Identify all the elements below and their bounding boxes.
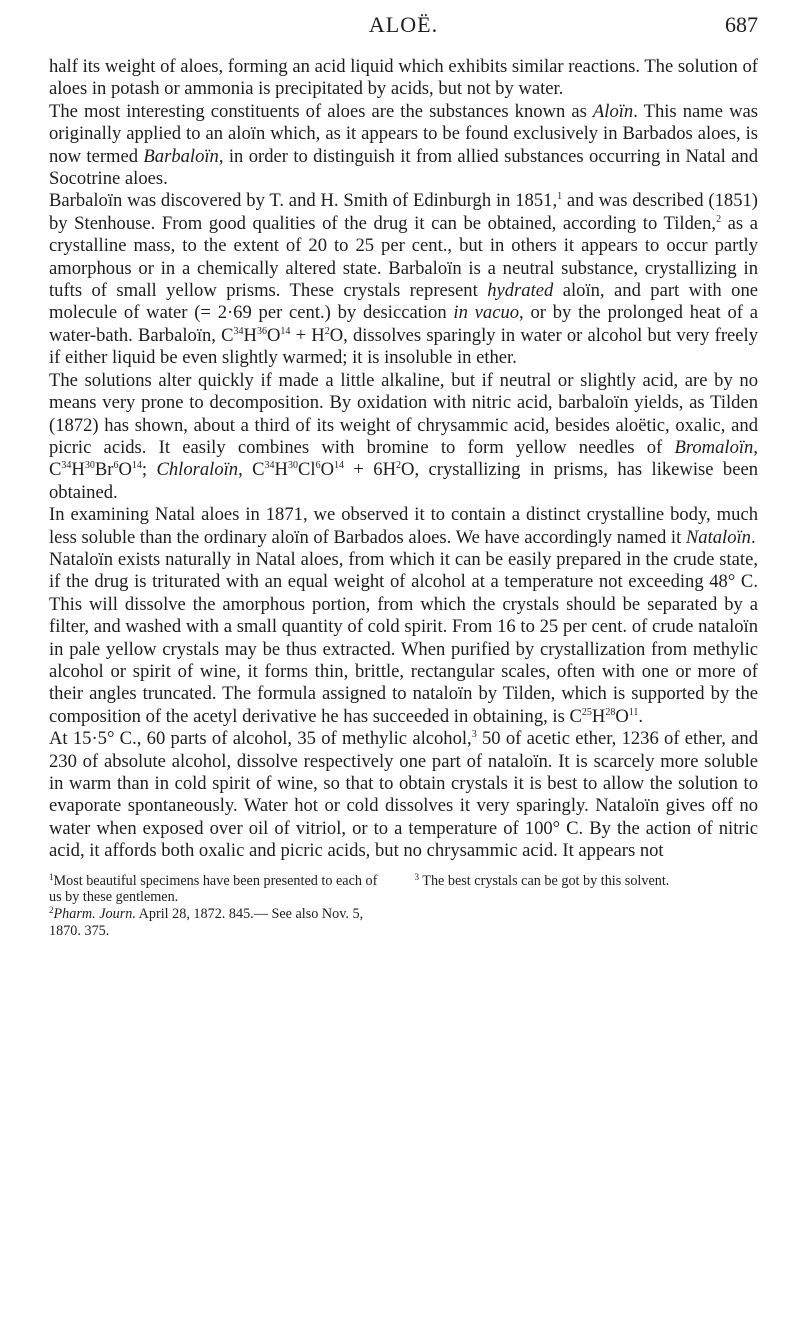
paragraph: Barbaloïn was discovered by T. and H. Smith of Edinburgh in 1851,$^1$ and was described (1851) by Stenhouse. From good qualities of the drug it can be obtained, according to Tilden,$^2$ as a crystalline mass, to the extent of 20 to 25 per cent., but in others it appears to occur partly amorphous or in a chemically altered state. Barbaloïn is a neutral substance, crystallizing in tufts of small yellow prisms. These crystals represent hydrated aloïn, and part with one molecule of water (= 2·69 per cent.) by desiccation in vacuo, or by the prolonged heat of a water-bath. Barbaloïn, $C^{34}H^{36}O^{14} + H^2O$, dissolves sparingly in water or alcohol but very freely if either liquid be even slightly warmed; it is insoluble in ether. [49, 190, 758, 369]
body-text [49, 56, 758, 863]
paragraph: Nataloïn exists naturally in Natal aloes, from which it can be easily prepared in the crude state, if the drug is triturated with an equal weight of alcohol at a temperature not exceeding 48° C. This will dissolve the amorphous portion, from which the crystals should be separated by a filter, and washed with a small quantity of cold spirit. From 16 to 25 per cent. of crude nataloïn in pale yellow crystals may be thus extracted. When purified by crystallization from methylic alcohol or spirit of wine, it forms thin, brittle, rectangular scales, often with one or more of their angles truncated. The formula assigned to nataloïn by Tilden, which is supported by the composition of the acetyl derivative he has succeeded in obtaining, is $C^{25}H^{28}O^{11}$. [49, 548, 758, 727]
running-title: ALOË. [368, 12, 439, 37]
footnote: $^3$ The best crystals can be got by this solvent. [414, 871, 670, 889]
footnotes-right-column [415, 873, 759, 940]
footnote: $^1$Most beautiful specimens have been presented to each of us by these gentlemen. [49, 871, 378, 906]
paragraph: In examining Natal aloes in 1871, we observed it to contain a distinct crystalline body, much less soluble than the ordinary aloïn of Barbados aloes. We have accordingly named it Nataloïn. [49, 504, 758, 548]
paragraph: The solutions alter quickly if made a little alkaline, but if neutral or slightly acid, are by no means very prone to decomposition. By oxidation with nitric acid, barbaloïn yields, as Tilden (1872) has shown, about a third of its weight of chrysammic acid, besides aloëtic, oxalic, and picric acids. It easily combines with bromine to form yellow needles of Bromaloïn, $C^{34}H^{30}Br^6O^{14}$; Chloraloïn, $C^{34}H^{30}Cl^6O^{14} + 6H^2O$, crystallizing in prisms, has likewise been obtained. [49, 369, 758, 503]
paragraph: At 15·5° C., 60 parts of alcohol, 35 of methylic alcohol,$^3$ 50 of acetic ether, 1236 of ether, and 230 of absolute alcohol, dissolve respectively one part of nataloïn. It is scarcely more soluble in warm than in cold spirit of wine, so that to obtain crystals it is best to allow the solution to evaporate spontaneously. Water hot or cold dissolves it very sparingly. Nataloïn gives off no water when exposed over oil of vitriol, or to a temperature of 100° C. By the action of nitric acid, it affords both oxalic and picric acids, but no chrysammic acid. It appears not [49, 728, 758, 862]
page-number: 687 [725, 12, 758, 37]
footnotes-left-column [49, 873, 393, 940]
footnote: $^2$Pharm. Journ. April 28, 1872. 845.— See also Nov. 5, 1870. 375. [49, 905, 364, 940]
paragraph: half its weight of aloes, forming an acid liquid which exhibits similar reactions. The solution of aloes in potash or ammonia is precipitated by acids, but not by water. [49, 56, 758, 100]
paragraph: The most interesting constituents of aloes are the substances known as Aloïn. This name was originally applied to an aloïn which, as it appears to be found exclusively in Barbados aloes, is now termed Barbaloïn, in order to distinguish it from allied substances occurring in Natal and Socotrine aloes. [49, 100, 758, 190]
footnotes [49, 873, 758, 940]
page-header [49, 0, 758, 56]
